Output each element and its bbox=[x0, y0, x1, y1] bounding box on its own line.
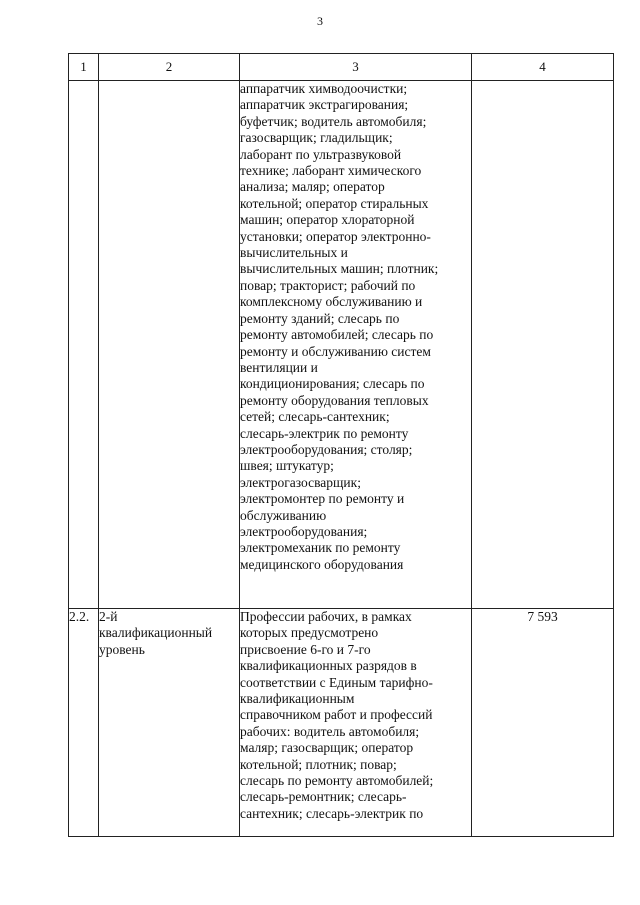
header-cell-1: 1 bbox=[69, 54, 99, 81]
salary-cell: 7 593 bbox=[472, 609, 614, 837]
text-line: электрооборудования; столяр; bbox=[240, 441, 413, 457]
qualification-level-text bbox=[99, 609, 239, 658]
page-number: 3 bbox=[317, 14, 323, 28]
text-line: лаборант по ультразвуковой bbox=[240, 146, 402, 162]
qualification-level-cell bbox=[99, 609, 240, 837]
text-line: слесарь по ремонту автомобилей; bbox=[240, 773, 434, 789]
text-line: ремонту и обслуживанию систем bbox=[240, 343, 431, 359]
table-row bbox=[69, 81, 614, 609]
text-line: котельной; оператор стиральных bbox=[240, 195, 429, 211]
text-line: сантехник; слесарь-электрик по bbox=[240, 805, 424, 821]
text-line: квалификационный bbox=[99, 625, 213, 641]
text-line: котельной; плотник; повар; bbox=[240, 756, 397, 772]
text-line: вычислительных машин; плотник; bbox=[240, 261, 439, 277]
text-line: слесарь-ремонтник; слесарь- bbox=[240, 789, 407, 805]
header-cell-3: 3 bbox=[240, 54, 472, 81]
text-line: квалификационным bbox=[240, 691, 355, 707]
text-line: кондиционирования; слесарь по bbox=[240, 376, 425, 392]
salary-cell bbox=[472, 81, 614, 609]
text-line: ремонту оборудования тепловых bbox=[240, 392, 429, 408]
text-line: буфетчик; водитель автомобиля; bbox=[240, 113, 427, 129]
text-line: обслуживанию bbox=[240, 507, 327, 523]
text-line: швея; штукатур; bbox=[240, 458, 334, 474]
header-cell-4: 4 bbox=[472, 54, 614, 81]
text-line: электрогазосварщик; bbox=[240, 474, 361, 490]
text-line: комплексному обслуживанию и bbox=[240, 294, 423, 310]
qualification-level-cell bbox=[99, 81, 240, 609]
text-line: повар; тракторист; рабочий по bbox=[240, 277, 416, 293]
text-line: анализа; маляр; оператор bbox=[240, 179, 385, 195]
header-cell-2: 2 bbox=[99, 54, 240, 81]
text-line: ремонту зданий; слесарь по bbox=[240, 310, 400, 326]
text-line: установки; оператор электронно- bbox=[240, 228, 431, 244]
text-line: сетей; слесарь-сантехник; bbox=[240, 409, 390, 425]
text-line: присвоение 6-го и 7-го bbox=[240, 641, 371, 657]
text-line: квалификационных разрядов в bbox=[240, 658, 417, 674]
text-line: уровень bbox=[99, 641, 145, 657]
text-line: медицинского оборудования bbox=[240, 556, 404, 572]
professions-text bbox=[240, 609, 471, 822]
text-line: ремонту автомобилей; слесарь по bbox=[240, 327, 434, 343]
text-line: электрооборудования; bbox=[240, 523, 368, 539]
professions-cell bbox=[240, 81, 472, 609]
professions-text bbox=[240, 81, 471, 573]
text-line: машин; оператор хлораторной bbox=[240, 212, 415, 228]
professions-cell bbox=[240, 609, 472, 837]
text-line: электромеханик по ремонту bbox=[240, 540, 401, 556]
text-line: которых предусмотрено bbox=[240, 625, 379, 641]
text-line: технике; лаборант химического bbox=[240, 163, 422, 179]
row-number-cell bbox=[69, 81, 99, 609]
text-line: вычислительных и bbox=[240, 245, 348, 261]
salary-table bbox=[68, 53, 614, 837]
text-line: рабочих: водитель автомобиля; bbox=[240, 723, 420, 739]
text-line: соответствии с Единым тарифно- bbox=[240, 674, 433, 690]
text-line: аппаратчик химводоочистки; bbox=[240, 81, 408, 96]
text-line: аппаратчик экстрагирования; bbox=[240, 97, 409, 113]
table-header-row bbox=[69, 54, 614, 81]
row-number-cell: 2.2. bbox=[69, 609, 99, 837]
text-line: 2-й bbox=[99, 609, 118, 624]
text-line: Профессии рабочих, в рамках bbox=[240, 609, 412, 624]
text-line: справочником работ и профессий bbox=[240, 707, 433, 723]
text-line: вентиляции и bbox=[240, 359, 318, 375]
text-line: электромонтер по ремонту и bbox=[240, 491, 405, 507]
text-line: маляр; газосварщик; оператор bbox=[240, 740, 414, 756]
text-line: слесарь-электрик по ремонту bbox=[240, 425, 409, 441]
text-line: газосварщик; гладильщик; bbox=[240, 130, 393, 146]
table-row bbox=[69, 609, 614, 837]
